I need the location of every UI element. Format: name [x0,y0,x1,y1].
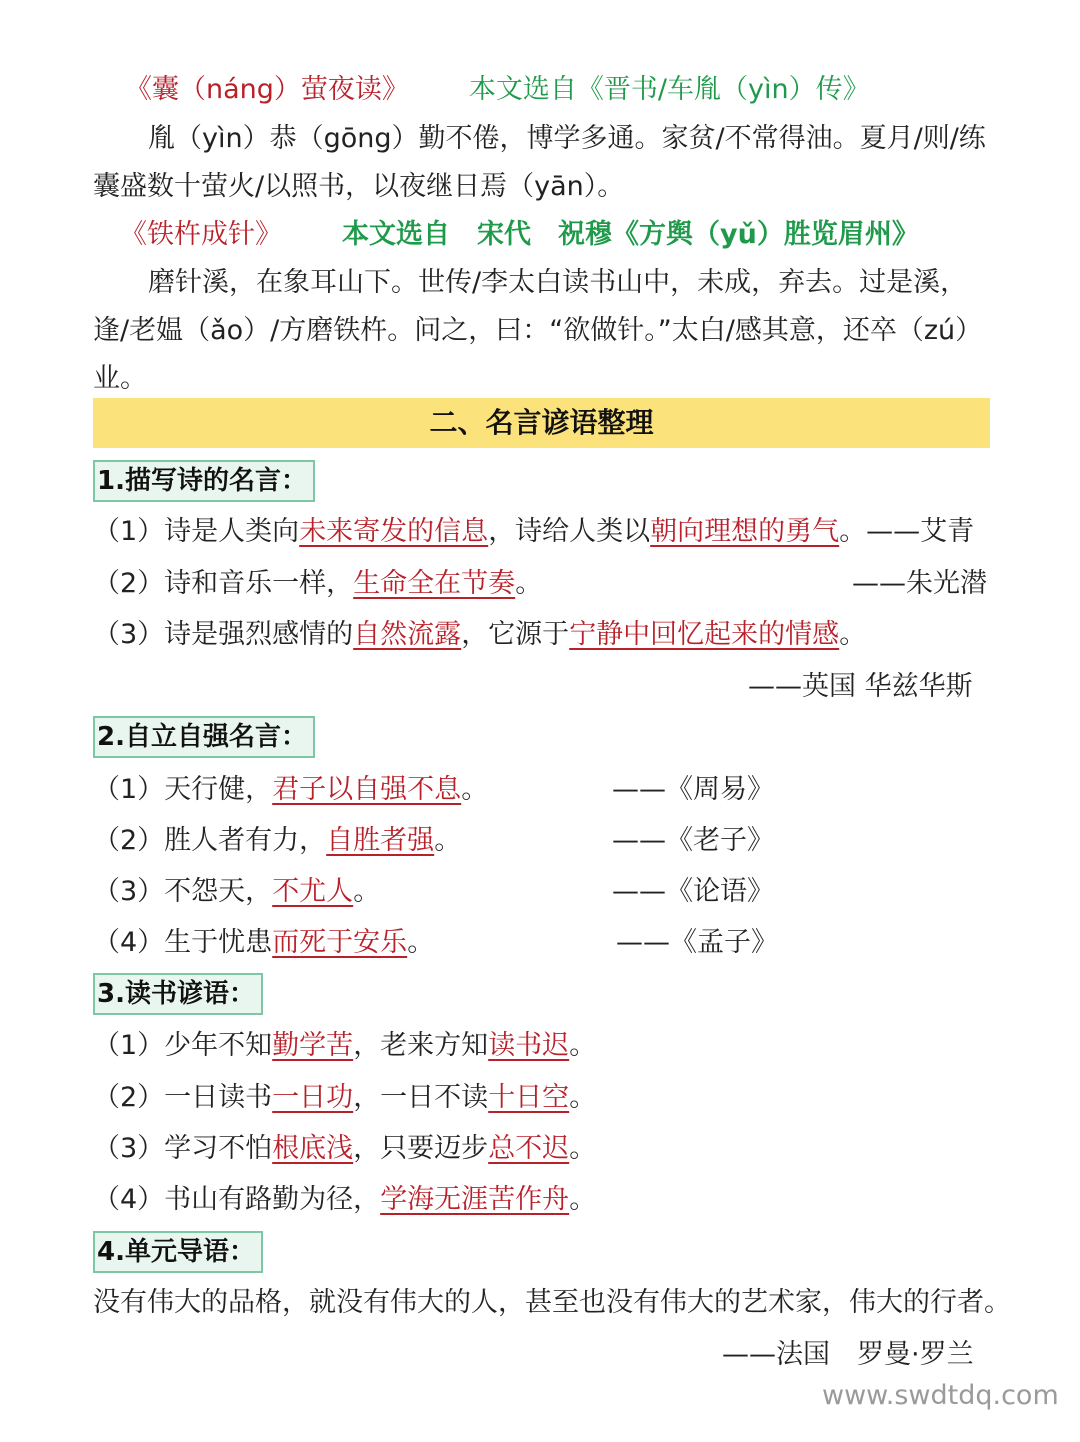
poem2-line3: 业。 [93,363,147,394]
poem2-header [120,215,919,255]
s2-item3-source: ——《论语》 [612,876,774,907]
s3-item4-key: 学海无涯苦作舟 [380,1184,570,1215]
section1-title: 1.描写诗的名言： [93,460,315,502]
s1-item3-key2: 宁静中回忆起来的情感 [569,619,840,650]
s3-item2: （2）一日读书一日功，一日不读十日空。 [93,1082,597,1113]
s2-item1: （1）天行健，君子以自强不息。 [93,774,489,805]
s1-item2-author: ——朱光潜 [852,568,987,599]
s1-item2: （2）诗和音乐一样，生命全在节奏。 [93,568,543,599]
s3-item2-key1: 一日功 [272,1082,354,1113]
s1-item2-key: 生命全在节奏 [353,568,516,599]
s2-item3-key: 不尤人 [272,876,354,907]
poem1-line2: 囊盛数十萤火/以照书，以夜继日焉（yān）。 [93,171,625,202]
section-banner: 二、名言谚语整理 [93,398,990,448]
s2-item1-source: ——《周易》 [612,774,774,805]
poem2-source: 本文选自 宋代 祝穆《方舆（yǔ）胜览眉州》 [342,219,919,250]
s3-item1: （1）少年不知勤学苦，老来方知读书迟。 [93,1030,597,1061]
poem1-title: 《囊（náng）萤夜读》 [125,74,409,105]
poem1-source: 本文选自《晋书/车胤（yìn）传》 [468,74,870,105]
s1-item3-author: ——英国 华兹华斯 [748,671,973,702]
poem1-line1: 胤（yìn）恭（gōng）勤不倦，博学多通。家贫/不常得油。夏月/则/练 [148,123,986,154]
s3-item3-key1: 根底浅 [272,1133,354,1164]
s1-item1-key2: 朝向理想的勇气 [650,516,840,547]
s4-text: 没有伟大的品格，就没有伟大的人，甚至也没有伟大的艺术家，伟大的行者。 [93,1287,1011,1318]
s4-author: ——法国 罗曼·罗兰 [722,1339,974,1370]
section2-title: 2.自立自强名言： [93,716,315,758]
s2-item4-key: 而死于安乐 [272,927,408,958]
s3-item1-key1: 勤学苦 [272,1030,354,1061]
s2-item2-key: 自胜者强 [326,825,435,856]
s2-item2: （2）胜人者有力，自胜者强。 [93,825,462,856]
s3-item2-key2: 十日空 [488,1082,570,1113]
s3-item1-key2: 读书迟 [488,1030,570,1061]
s3-item4: （4）书山有路勤为径，学海无涯苦作舟。 [93,1184,597,1215]
s1-item1: （1）诗是人类向未来寄发的信息，诗给人类以朝向理想的勇气。——艾青 [93,516,975,547]
s1-item3: （3）诗是强烈感情的自然流露，它源于宁静中回忆起来的情感。 [93,619,867,650]
section3-title: 3.读书谚语： [93,973,263,1015]
s2-item1-key: 君子以自强不息 [272,774,462,805]
section4-title: 4.单元导语： [93,1231,263,1273]
watermark: www.swdtdq.com [822,1380,1059,1411]
s1-item1-key1: 未来寄发的信息 [299,516,489,547]
s2-item4: （4）生于忧患而死于安乐。 [93,927,435,958]
s2-item3: （3）不怨天，不尤人。 [93,876,381,907]
poem1-header [125,70,870,110]
poem2-title: 《铁杵成针》 [120,219,282,250]
s2-item4-source: ——《孟子》 [616,927,778,958]
poem2-line2: 逢/老媪（ǎo）/方磨铁杵。问之，曰：“欲做针。”太白/感其意，还卒（zú） [93,315,983,346]
s3-item3-key2: 总不迟 [488,1133,570,1164]
poem2-line1: 磨针溪，在象耳山下。世传/李太白读书山中，未成，弃去。过是溪， [148,267,968,298]
s2-item2-source: ——《老子》 [612,825,774,856]
s1-item3-key1: 自然流露 [353,619,462,650]
s3-item3: （3）学习不怕根底浅，只要迈步总不迟。 [93,1133,597,1164]
